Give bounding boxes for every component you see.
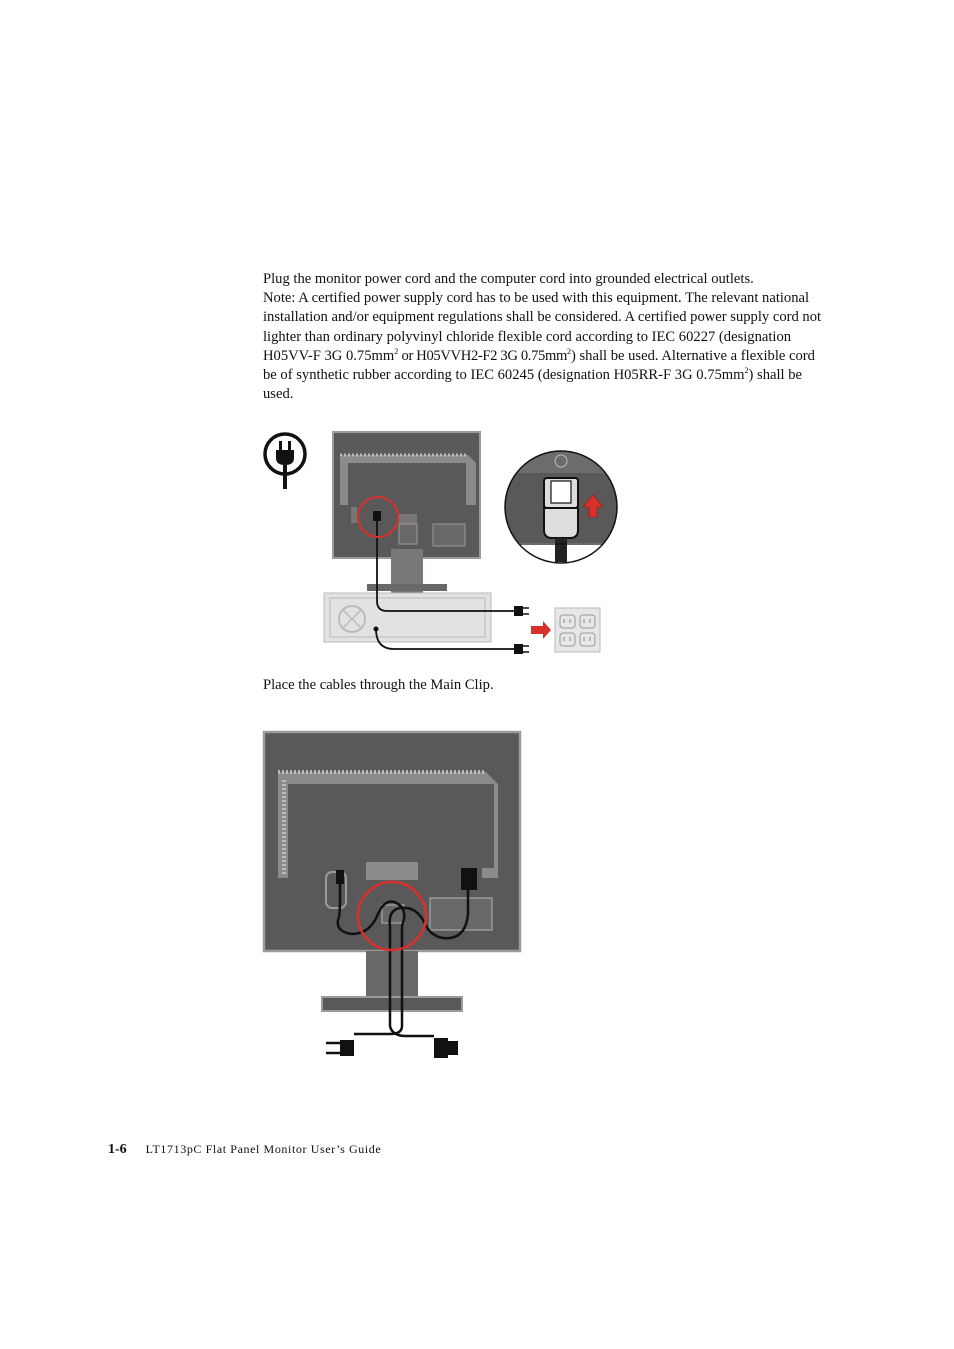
monitor-back xyxy=(264,732,520,1011)
superscript: 2 xyxy=(566,346,571,356)
power-cord-instructions xyxy=(263,270,828,404)
power-connector xyxy=(336,870,344,884)
note-text: Note: A certified power supply cord has to be used with this equipment. The relevant national installation and/or equipment regulations shall be considered. A certified power supply cord not lighter than ordinary polyvinyl chloride flexible cord according to IEC 60227 (designation H05VV-F 3G 0.75mm xyxy=(263,290,822,364)
intro-text: Plug the monitor power cord and the computer cord into grounded electrical outlets. xyxy=(263,271,754,287)
monitor-back xyxy=(333,432,480,593)
page-number: 1-6 xyxy=(108,1142,127,1157)
superscript: 2 xyxy=(394,346,399,356)
wall-outlet xyxy=(555,608,600,652)
cable-plug-icon xyxy=(514,606,529,654)
power-plug-icon xyxy=(326,1040,354,1056)
power-connection-figure xyxy=(258,425,608,660)
note-text: ) shall be used. xyxy=(263,367,803,403)
page-footer xyxy=(108,1140,381,1159)
vga-plug-icon xyxy=(434,1038,458,1058)
main-clip-figure xyxy=(262,730,524,1062)
note-text: or H05VVH2-F2 3G 0.75mm xyxy=(398,347,567,364)
power-plug-icon xyxy=(265,434,305,489)
note-text: ) shall be used. Alternative a flexible cord be of synthetic rubber according to IEC 60245 (designation H05RR-F 3G 0.75mm xyxy=(263,347,815,384)
arrow-icon xyxy=(531,621,551,639)
connector-zoom-detail xyxy=(503,449,621,567)
vga-connector xyxy=(461,868,477,890)
pc-case xyxy=(324,593,491,642)
cable-clip-caption: Place the cables through the Main Clip. xyxy=(263,677,494,693)
superscript: 2 xyxy=(744,366,749,376)
document-title: LT1713pC Flat Panel Monitor User’s Guide xyxy=(145,1142,382,1156)
